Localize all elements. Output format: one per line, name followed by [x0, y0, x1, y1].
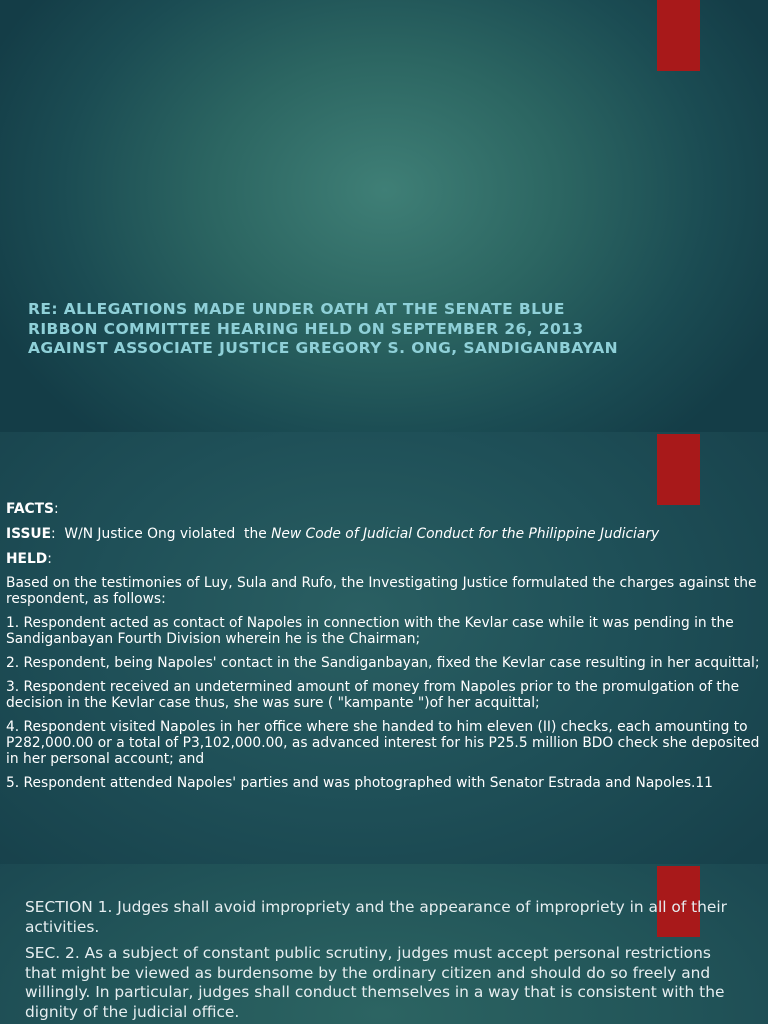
- held-label: HELD: [6, 551, 48, 567]
- section-paragraph: SEC. 2. As a subject of constant public scrutiny, judges must accept personal restrictions that might be viewed as burdensome by the ordinary citizen and should do so freely and willingly. In particular, judges shall conduct themselves in a way that is consistent with the dignity of the judicial office.: [25, 944, 725, 1021]
- issue-code-title: New Code of Judicial Conduct for the Philippine Judiciary: [271, 526, 660, 542]
- red-accent-tab: [657, 0, 700, 71]
- charge-item: 2. Respondent, being Napoles' contact in the Sandiganbayan, fixed the Kevlar case resulting in her acquittal;: [6, 655, 760, 671]
- facts-line: [6, 501, 764, 517]
- slide-title: [0, 0, 768, 432]
- charge-item: 1. Respondent acted as contact of Napoles in connection with the Kevlar case while it was pending in the Sandiganbayan Fourth Division wherein he is the Chairman;: [6, 615, 734, 647]
- issue-label: ISSUE: [6, 526, 52, 542]
- issue-line: [6, 526, 764, 542]
- charge-item: 4. Respondent visited Napoles in her office where she handed to him eleven (II) checks, each amounting to P282,000.00 or a total of P3,102,000.00, as advanced interest for his P25.5 million BDO check she deposited in her personal account; and: [6, 719, 760, 767]
- charges-intro: Based on the testimonies of Luy, Sula and Rufo, the Investigating Justice formulated the charges against the respondent, as follows:: [6, 575, 757, 607]
- held-colon: :: [47, 551, 52, 567]
- section-paragraph: SECTION 1. Judges shall avoid impropriety and the appearance of impropriety in all of their activities.: [25, 898, 727, 936]
- facts-colon: :: [54, 501, 59, 517]
- slide-title-text: RE: ALLEGATIONS MADE UNDER OATH AT THE SENATE BLUE RIBBON COMMITTEE HEARING HELD ON SEPTEMBER 26, 2013 AGAINST ASSOCIATE JUSTICE GREGORY S. ONG, SANDIGANBAYAN: [28, 300, 619, 357]
- case-summary-content: [6, 501, 764, 799]
- charge-item: 5. Respondent attended Napoles' parties and was photographed with Senator Estrada and Napoles.11: [6, 775, 713, 791]
- slide-code-sections: [0, 864, 768, 1024]
- red-accent-tab: [657, 434, 700, 505]
- facts-label: FACTS: [6, 501, 54, 517]
- issue-text: : W/N Justice Ong violated the: [51, 526, 272, 542]
- held-line: [6, 551, 764, 567]
- charge-item: 3. Respondent received an undetermined amount of money from Napoles prior to the promulgation of the decision in the Kevlar case thus, she was sure ( "kampante ")of her acquittal;: [6, 679, 740, 711]
- code-sections-content: [25, 898, 745, 1024]
- slide-case-summary: [0, 432, 768, 864]
